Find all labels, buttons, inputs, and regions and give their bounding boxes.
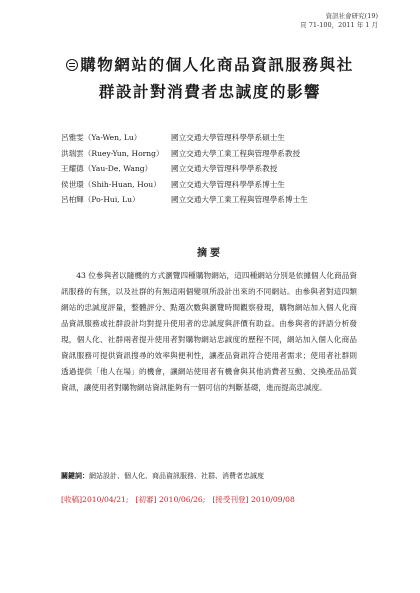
keywords — [61, 471, 264, 481]
keywords-label: 關鍵詞： — [61, 471, 89, 480]
paper-title — [44, 51, 376, 105]
keywords-text: 網站設計、個人化、商品資訊服務、社群、消費者忠誠度 — [89, 472, 264, 480]
title-line-2: 群設計對消費者忠誠度的影響 — [98, 82, 322, 101]
title-line-1-text: 購物網站的個人化商品資訊服務與社 — [80, 55, 354, 74]
abstract-body: 43 位參與者以隨機的方式瀏覽四種購物網站，這四種網站分別是依據個人化商品資訊服務的有無，以及社群的有無這兩個變項所設計出來的不同網站。由參與者對這四類網站的忠誠度評量，整體評分、點選次數與瀏覽時間觀察發現，購物網站加入個人化商品資訊服務或社群設計均對提升使用者的忠誠度與評價有助益。由參與者的評語分析發現，個人化、社群兩者提升使用者對購物網站忠誠度的歷程不同，網站加入個人化商品資訊服務可提供資訊搜尋的效率與便利性，讓產品資訊符合使用者需求；使用者社群則透過提供「他人在場」的機會，讓網站使用者有機會與其他消費者互動、交換產品品質資訊，讓使用者對購物網站資訊能夠有一個可信的判斷基礎，進而提高忠誠度。 — [61, 271, 357, 392]
author-name: 侯世環（Shih-Huan, Hou） — [61, 179, 161, 189]
author-row — [61, 130, 308, 146]
author-affiliation: 國立交通大學管理科學學系博士生 — [171, 179, 285, 189]
circle-equals-icon — [66, 59, 78, 71]
received-date: [收稿]2010/04/21; — [61, 495, 129, 504]
author-name: 呂雅雯（Ya-Wen, Lu） — [61, 133, 142, 142]
author-affiliation: 國立交通大學工業工程與管理學系教授 — [171, 148, 301, 158]
author-row — [61, 192, 308, 208]
author-row — [61, 146, 308, 162]
submission-dates — [61, 494, 302, 505]
first-review-date: [初審] 2010/06/26; — [135, 495, 206, 504]
author-affiliation: 國立交通大學工業工程與管理學系博士生 — [171, 195, 308, 204]
author-name: 洪瑞雲（Ruey-Yun, Horng） — [61, 148, 164, 158]
running-head — [300, 12, 378, 30]
author-affiliation: 國立交通大學管理科學學系碩士生 — [171, 133, 285, 142]
author-name: 呂柏輝（Po-Hui, Lu） — [61, 195, 140, 204]
author-row — [61, 161, 308, 177]
journal-name: 資訊社會研究(19) — [325, 12, 378, 20]
author-affiliation: 國立交通大學管理科學學系教授 — [171, 164, 278, 173]
author-list — [61, 130, 308, 208]
author-row — [61, 177, 308, 193]
page-range: 頁 71-100，2011 年 1 月 — [300, 21, 378, 29]
author-name: 王耀德（Yau-De, Wang） — [61, 164, 153, 173]
abstract-heading: 摘要 — [197, 248, 223, 259]
title-line-1 — [44, 51, 376, 78]
accepted-date: [接受刊登] 2010/09/08 — [212, 495, 295, 504]
